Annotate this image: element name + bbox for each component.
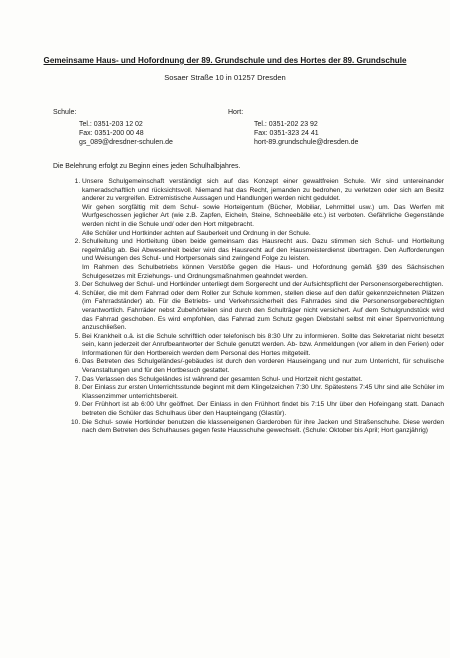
rule-paragraph: 4. Schüler, die mit dem Fahrrad oder dem Roller zur Schule kommen, stellen diese auf den dafür gekennzeichneten Plätzen (im Fahrradständer) ab. Für die Betriebs- und Verkehrssicherheit des Fahrrades sind die Personensorgeberechtigten verantwortlich. Fahrräder nebst Zubehörteilen sind durch den Schulträger nicht versichert. Auf dem Schulgrundstück wird das Fahrrad geschoben. Es wird empfohlen, das Fahrrad zum Schutz gegen Diebstahl selbst mit einer Sperrvorrichtung anzuschließen. <box>82 289 444 332</box>
school-address: Sosaer Straße 10 in 01257 Dresden <box>164 73 286 82</box>
rule-item <box>82 178 444 238</box>
document-title: Gemeinsame Haus- und Hofordnung der 89. Grundschule und des Hortes der 89. Grundschule <box>43 56 407 65</box>
school-fax: Fax: 0351-200 00 48 <box>79 130 144 137</box>
rule-paragraph: 5. Bei Krankheit o.ä. ist die Schule schriftlich oder telefonisch bis 8:30 Uhr zu informieren. Sollte das Sekretariat nicht besetzt sein, kann jederzeit der Anrufbeantworter der Schule genutzt werden. Ab- bzw. Anmeldungen (vor allem in den Ferien) oder Informationen für den Hortbereich werden dem Personal des Hortes mitgeteilt. <box>82 332 444 357</box>
school-contact-label: Schule: <box>53 109 77 116</box>
rule-paragraph: 6. Das Betreten des Schulgeländes/-gebäudes ist durch den vorderen Hauseingang und nur zum Unterricht, für schulische Veranstaltungen und für den Hortbesuch gestattet. <box>82 358 444 375</box>
hort-phone: Tel.: 0351-202 23 92 <box>254 121 318 128</box>
rule-paragraph: Im Rahmen des Schulbetriebs können Verstöße gegen die Haus- und Hofordnung gemäß §39 des Sächsischen Schulgesetzes mit Erziehungs- und Ordnungsmaßnahmen geahndet werden. <box>82 263 444 280</box>
hort-email: hort-89.grundschule@dresden.de <box>254 139 359 146</box>
school-contact <box>53 108 233 147</box>
rules-list <box>56 178 444 436</box>
rule-paragraph: 3. Der Schulweg der Schul- und Hortkinder unterliegt dem Sorgerecht und der Aufsichtspflicht der Personensorgeberechtigten. <box>82 281 444 289</box>
rule-paragraph: 10. Die Schul- sowie Hortkinder benutzen die klasseneigenen Garderoben für ihre Jacken und Straßenschuhe. Diese werden nach dem Betreten des Schulhauses gegen feste Hausschuhe gewechselt. (Schule: Oktober bis April; Hort ganzjährig) <box>82 418 444 435</box>
intro-text: Die Belehrung erfolgt zu Beginn eines jeden Schulhalbjahres. <box>53 163 241 170</box>
rule-item <box>82 384 444 401</box>
rule-paragraph: 2. Schulleitung und Hortleitung üben beide gemeinsam das Hausrecht aus. Dazu stimmen sich Schul- und Hortleitung regelmäßig ab. Bei Abwesenheit beider wird das Hausrecht auf den Hausmeisterdienst übertragen. Den Aufforderungen und Weisungen des Schul- und Hortpersonals sind zwingend Folge zu leisten. <box>82 238 444 263</box>
school-email: gs_089@dresdner-schulen.de <box>79 139 173 146</box>
rule-paragraph: 7. Das Verlassen des Schulgeländes ist während der gesamten Schul- und Hortzeit nicht gestattet. <box>82 375 363 383</box>
rule-item <box>82 290 444 333</box>
hort-contact <box>228 108 428 147</box>
rule-paragraph: Wir gehen sorgfältig mit dem Schul- sowie Horteigentum (Bücher, Mobiliar, Lehrmittel usw.) um. Das Werfen mit Wurfgeschossen jeglicher Art (wie z.B. Zapfen, Eicheln, Steine, Schneebälle etc.) ist verboten. Gefährliche Gegenstände werden nicht in die Schule und/ oder den Hort mitgebracht. <box>82 203 444 228</box>
rule-paragraph: 8. Der Einlass zur ersten Unterrichtsstunde beginnt mit dem Klingelzeichen 7:30 Uhr. Spätestens 7:45 Uhr sind alle Schüler im Klassenzimmer unterrichtsbereit. <box>82 384 444 400</box>
rule-item <box>82 333 444 359</box>
hort-fax: Fax: 0351-323 24 41 <box>254 130 319 137</box>
rule-item <box>82 419 444 436</box>
rule-item <box>82 401 444 418</box>
hort-contact-label: Hort: <box>228 109 244 116</box>
rule-item <box>82 358 444 375</box>
school-phone: Tel.: 0351-203 12 02 <box>79 121 143 128</box>
rule-paragraph: 1. Unsere Schulgemeinschaft verständigt sich auf das Konzept einer gewaltfreien Schule. Wir sind untereinander kameradschaftlich und rücksichtsvoll. Niemand hat das Recht, jemanden zu bedrohen, zu verletzen oder sich am Besitz anderer zu vergreifen. Extremistische Aussagen und Handlungen werden nicht geduldet. <box>82 178 444 203</box>
rule-paragraph: Alle Schüler und Hortkinder achten auf Sauberkeit und Ordnung in der Schule. <box>82 229 311 237</box>
rule-paragraph: 9. Der Frühhort ist ab 6:00 Uhr geöffnet. Der Einlass in den Frühhort findet bis 7:15 Uhr über den Hofeingang statt. Danach betreten die Schüler das Schulhaus über den Haupteingang (Glastür). <box>82 401 444 418</box>
rule-item <box>82 238 444 281</box>
rule-item <box>82 281 444 290</box>
rule-item <box>82 376 444 385</box>
